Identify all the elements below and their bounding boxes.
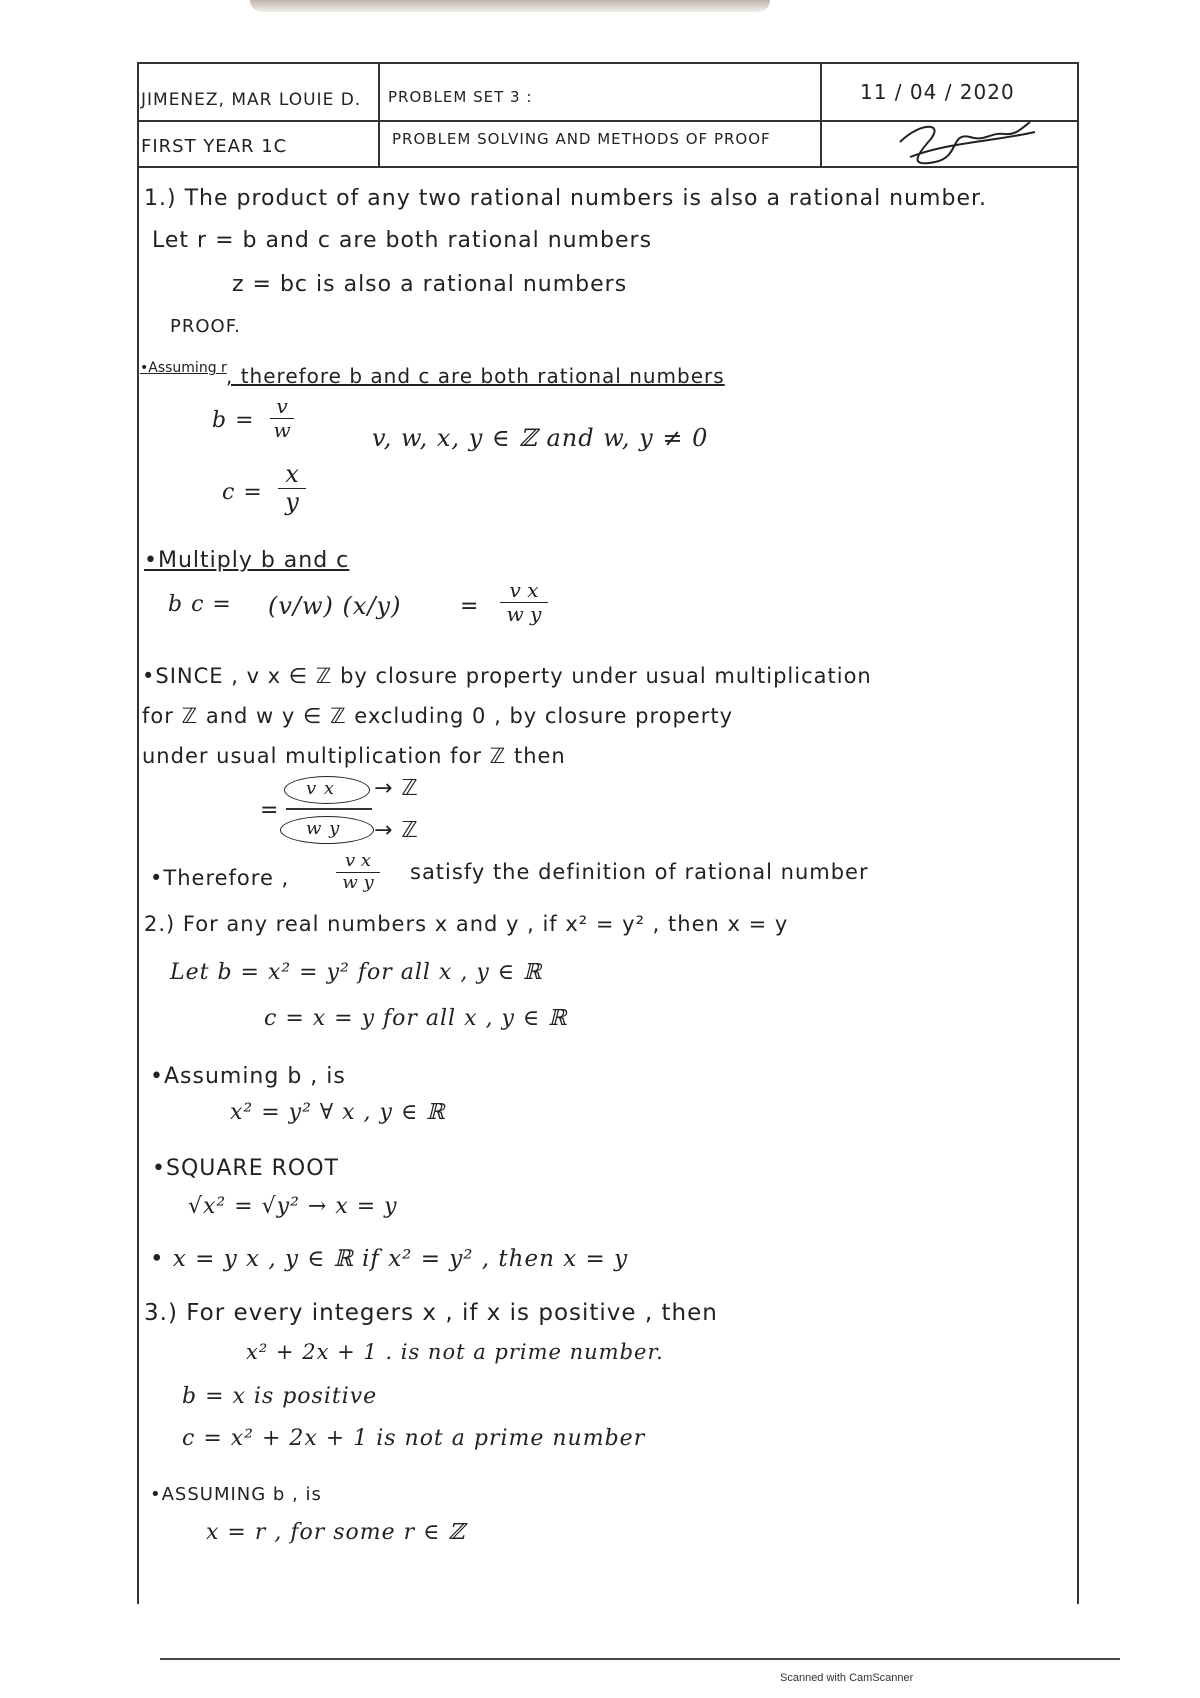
problem2-statement: 2.) For any real numbers x and y , if x² = y² , then x = y: [144, 912, 789, 936]
problem2-conclusion: • x = y x , y ∈ ℝ if x² = y² , then x = y: [150, 1246, 629, 1272]
bc-equals: =: [460, 594, 480, 619]
arrow-z-2: → ℤ: [374, 818, 419, 843]
scan-edge-shadow: [250, 0, 770, 12]
since-line-3: under usual multiplication for ℤ then: [142, 744, 566, 768]
therefore-fraction: [336, 852, 380, 893]
student-name: JIMENEZ, MAR LOUIE D.: [141, 90, 362, 110]
problem1-statement: 1.) The product of any two rational numbers is also a rational number.: [144, 186, 988, 211]
b-numerator: v: [276, 394, 288, 418]
problem3-c-line: c = x² + 2x + 1 is not a prime number: [182, 1426, 646, 1451]
equals-sign: =: [260, 798, 280, 823]
assuming-label: •Assuming r: [140, 360, 227, 376]
since-line-2: for ℤ and w y ∈ ℤ excluding 0 , by closure property: [142, 704, 734, 728]
therefore-numerator: v x: [344, 850, 372, 871]
proof-label: PROOF.: [170, 316, 241, 337]
therefore-denominator: w y: [342, 871, 374, 893]
b-fraction: [270, 396, 294, 441]
header-col-divider-2: [820, 62, 822, 166]
fraction-bar: [286, 808, 372, 810]
problem1-z-line: z = bc is also a rational numbers: [232, 272, 628, 297]
problem3-b-line: b = x is positive: [182, 1384, 378, 1409]
square-root-eq: √x² = √y² → x = y: [188, 1194, 398, 1219]
arrow-z-1: → ℤ: [374, 776, 419, 801]
bc-middle: (v/w) (x/y): [268, 592, 402, 620]
problem3-statement: 3.) For every integers x , if x is positive , then: [144, 1300, 718, 1326]
since-line-1: •SINCE , v x ∈ ℤ by closure property under usual multiplication: [142, 664, 872, 688]
b-denominator: w: [273, 418, 291, 442]
date: 11 / 04 / 2020: [860, 80, 1015, 104]
problem2-assuming: •Assuming b , is: [150, 1064, 346, 1089]
assuming-rest: , therefore b and c are both rational numbers: [226, 364, 725, 388]
c-lhs: c =: [222, 480, 263, 505]
problem-set-title: PROBLEM SET 3 :: [388, 88, 533, 106]
problem1-let: Let r = b and c are both rational numbers: [152, 228, 653, 253]
problem3-statement-2: x² + 2x + 1 . is not a prime number.: [246, 1340, 664, 1364]
year-section: FIRST YEAR 1C: [141, 136, 288, 157]
c-fraction: [278, 462, 306, 515]
vx-numerator: v x: [509, 578, 539, 602]
multiply-label: •Multiply b and c: [144, 548, 350, 573]
therefore-label: •Therefore ,: [150, 866, 290, 890]
subject-title: PROBLEM SOLVING AND METHODS OF PROOF: [392, 130, 771, 148]
conditions: v, w, x, y ∈ ℤ and w, y ≠ 0: [372, 424, 709, 452]
therefore-rest: satisfy the definition of rational number: [410, 860, 869, 884]
problem2-assuming-eq: x² = y² ∀ x , y ∈ ℝ: [230, 1100, 446, 1125]
signature: [890, 112, 1040, 174]
header-col-divider-1: [378, 62, 380, 166]
page-bottom-rule: [160, 1658, 1120, 1660]
scanner-watermark: Scanned with CamScanner: [780, 1672, 914, 1684]
problem2-let-c: c = x = y for all x , y ∈ ℝ: [264, 1006, 568, 1031]
problem3-x-eq: x = r , for some r ∈ ℤ: [206, 1520, 466, 1545]
c-denominator: y: [285, 488, 299, 517]
vx-over-wy: [500, 580, 548, 625]
problem3-assuming: •ASSUMING b , is: [150, 1484, 322, 1505]
wy-denominator: w y: [506, 602, 542, 626]
b-lhs: b =: [212, 408, 255, 433]
c-numerator: x: [285, 460, 299, 488]
wy-circled: w y: [306, 818, 341, 839]
bc-lhs: b c =: [168, 592, 232, 617]
problem2-let-b: Let b = x² = y² for all x , y ∈ ℝ: [170, 960, 543, 985]
square-root-label: •SQUARE ROOT: [152, 1156, 339, 1181]
vx-circled: v x: [306, 778, 336, 799]
